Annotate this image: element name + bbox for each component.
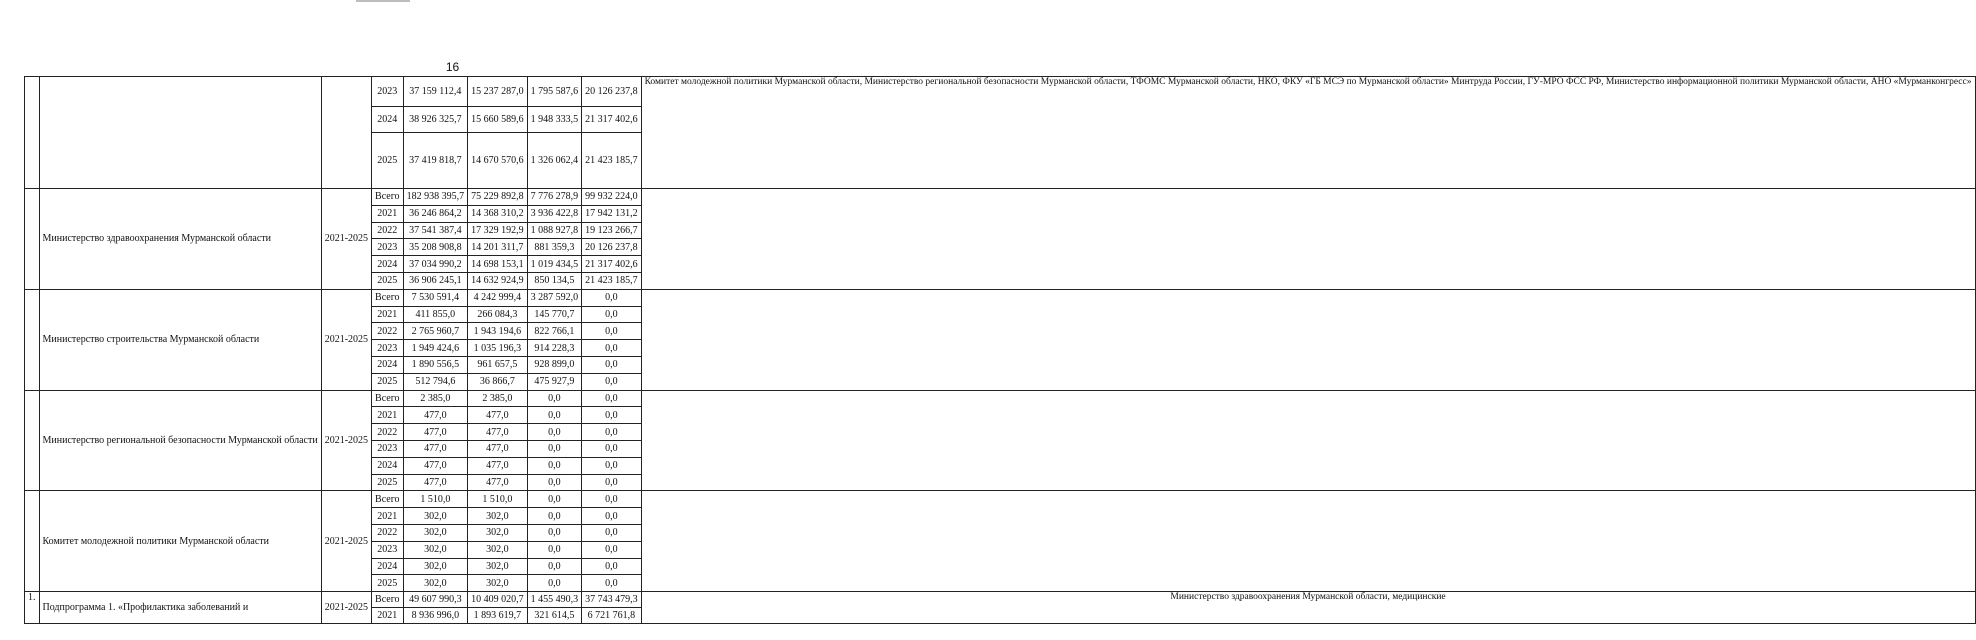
total-amount-cell: 49 607 990,3 [403, 592, 468, 608]
source-1-amount-cell: 14 632 924,9 [468, 272, 528, 289]
source-2-amount-cell: 0,0 [527, 524, 582, 541]
source-3-amount-cell: 0,0 [582, 289, 642, 306]
source-2-amount-cell: 0,0 [527, 474, 582, 491]
source-1-amount-cell: 4 242 999,4 [468, 289, 528, 306]
total-amount-cell: 302,0 [403, 524, 468, 541]
source-3-amount-cell: 0,0 [582, 440, 642, 457]
executors-cell [641, 289, 1975, 390]
total-amount-cell: 477,0 [403, 407, 468, 424]
source-1-amount-cell: 961 657,5 [468, 356, 528, 373]
source-2-amount-cell: 0,0 [527, 424, 582, 441]
total-amount-cell: 37 034 990,2 [403, 256, 468, 273]
total-amount-cell: 38 926 325,7 [403, 107, 468, 133]
source-3-amount-cell: 0,0 [582, 474, 642, 491]
source-1-amount-cell: 477,0 [468, 440, 528, 457]
source-1-amount-cell: 477,0 [468, 424, 528, 441]
total-amount-cell: 35 208 908,8 [403, 239, 468, 256]
year-cell: 2022 [372, 424, 404, 441]
period-cell: 2021-2025 [321, 592, 371, 624]
source-1-amount-cell: 15 660 589,6 [468, 107, 528, 133]
year-cell: 2025 [372, 474, 404, 491]
name-cell [39, 77, 321, 189]
source-3-amount-cell: 0,0 [582, 575, 642, 592]
source-1-amount-cell: 477,0 [468, 457, 528, 474]
period-cell: 2021-2025 [321, 189, 371, 290]
source-3-amount-cell: 0,0 [582, 356, 642, 373]
year-cell: Всего [372, 592, 404, 608]
number-cell [25, 390, 40, 491]
total-amount-cell: 2 765 960,7 [403, 323, 468, 340]
top-scan-mark [356, 0, 410, 2]
year-cell: 2022 [372, 524, 404, 541]
source-1-amount-cell: 302,0 [468, 524, 528, 541]
table-row [25, 77, 1976, 107]
number-cell [25, 491, 40, 592]
year-cell: 2022 [372, 222, 404, 239]
source-1-amount-cell: 302,0 [468, 508, 528, 525]
total-amount-cell: 477,0 [403, 457, 468, 474]
total-amount-cell: 36 246 864,2 [403, 205, 468, 222]
total-amount-cell: 1 890 556,5 [403, 356, 468, 373]
financing-table [24, 76, 1976, 624]
executors-cell: Комитет молодежной политики Мурманской области, Министерство региональной безопасности Мурманской области, ТФОМС Мурманской области, НКО, ФКУ «ГБ МСЭ по Мурманской области» Минтруда России, ГУ-МРО ФСС РФ, Министерство информационной политики Мурманской области, АНО «Мурманконгресс» [641, 77, 1975, 189]
period-cell: 2021-2025 [321, 289, 371, 390]
year-cell: 2021 [372, 306, 404, 323]
source-3-amount-cell: 0,0 [582, 457, 642, 474]
total-amount-cell: 411 855,0 [403, 306, 468, 323]
source-1-amount-cell: 14 698 153,1 [468, 256, 528, 273]
year-cell: 2023 [372, 541, 404, 558]
total-amount-cell: 182 938 395,7 [403, 189, 468, 206]
total-amount-cell: 1 949 424,6 [403, 340, 468, 357]
source-2-amount-cell: 0,0 [527, 407, 582, 424]
source-3-amount-cell: 0,0 [582, 306, 642, 323]
source-2-amount-cell: 881 359,3 [527, 239, 582, 256]
source-3-amount-cell: 0,0 [582, 508, 642, 525]
total-amount-cell: 302,0 [403, 541, 468, 558]
year-cell: 2024 [372, 558, 404, 575]
source-2-amount-cell: 0,0 [527, 575, 582, 592]
source-1-amount-cell: 477,0 [468, 407, 528, 424]
item-number-cell: 1. [25, 592, 40, 624]
table-row [25, 491, 1976, 508]
year-cell: 2025 [372, 575, 404, 592]
total-amount-cell: 302,0 [403, 508, 468, 525]
year-cell: 2024 [372, 256, 404, 273]
year-cell: 2023 [372, 239, 404, 256]
year-cell: 2022 [372, 323, 404, 340]
organization-name-cell: Министерство региональной безопасности Мурманской области [39, 390, 321, 491]
source-1-amount-cell: 302,0 [468, 558, 528, 575]
source-2-amount-cell: 145 770,7 [527, 306, 582, 323]
total-amount-cell: 477,0 [403, 424, 468, 441]
total-amount-cell: 1 510,0 [403, 491, 468, 508]
source-3-amount-cell: 0,0 [582, 340, 642, 357]
total-amount-cell: 36 906 245,1 [403, 272, 468, 289]
source-2-amount-cell: 1 455 490,3 [527, 592, 582, 608]
source-3-amount-cell: 20 126 237,8 [582, 239, 642, 256]
source-3-amount-cell: 0,0 [582, 407, 642, 424]
source-2-amount-cell: 850 134,5 [527, 272, 582, 289]
year-cell: 2021 [372, 608, 404, 624]
source-3-amount-cell: 20 126 237,8 [582, 77, 642, 107]
source-1-amount-cell: 75 229 892,8 [468, 189, 528, 206]
source-3-amount-cell: 21 317 402,6 [582, 256, 642, 273]
number-cell [25, 289, 40, 390]
year-cell: 2024 [372, 356, 404, 373]
executors-cell [641, 491, 1975, 592]
total-amount-cell: 477,0 [403, 474, 468, 491]
source-2-amount-cell: 0,0 [527, 508, 582, 525]
source-2-amount-cell: 1 019 434,5 [527, 256, 582, 273]
source-2-amount-cell: 0,0 [527, 390, 582, 407]
source-1-amount-cell: 1 943 194,6 [468, 323, 528, 340]
organization-name-cell: Министерство строительства Мурманской области [39, 289, 321, 390]
total-amount-cell: 37 541 387,4 [403, 222, 468, 239]
source-3-amount-cell: 19 123 266,7 [582, 222, 642, 239]
source-1-amount-cell: 10 409 020,7 [468, 592, 528, 608]
total-amount-cell: 512 794,6 [403, 373, 468, 390]
source-3-amount-cell: 0,0 [582, 424, 642, 441]
year-cell: 2025 [372, 373, 404, 390]
year-cell: 2025 [372, 133, 404, 189]
source-3-amount-cell: 17 942 131,2 [582, 205, 642, 222]
total-amount-cell: 7 530 591,4 [403, 289, 468, 306]
page-number: 16 [445, 60, 460, 74]
total-amount-cell: 2 385,0 [403, 390, 468, 407]
source-2-amount-cell: 822 766,1 [527, 323, 582, 340]
total-amount-cell: 37 419 818,7 [403, 133, 468, 189]
source-2-amount-cell: 914 228,3 [527, 340, 582, 357]
year-cell: 2024 [372, 457, 404, 474]
source-3-amount-cell: 0,0 [582, 491, 642, 508]
source-2-amount-cell: 0,0 [527, 440, 582, 457]
source-3-amount-cell: 0,0 [582, 541, 642, 558]
total-amount-cell: 37 159 112,4 [403, 77, 468, 107]
source-2-amount-cell: 1 948 333,5 [527, 107, 582, 133]
year-cell: Всего [372, 289, 404, 306]
source-2-amount-cell: 0,0 [527, 558, 582, 575]
source-1-amount-cell: 1 510,0 [468, 491, 528, 508]
source-1-amount-cell: 266 084,3 [468, 306, 528, 323]
source-3-amount-cell: 21 423 185,7 [582, 133, 642, 189]
total-amount-cell: 8 936 996,0 [403, 608, 468, 624]
year-cell: Всего [372, 491, 404, 508]
subprogram-name-cell: Подпрограмма 1. «Профилактика заболеваний и [39, 592, 321, 624]
source-1-amount-cell: 2 385,0 [468, 390, 528, 407]
source-1-amount-cell: 1 035 196,3 [468, 340, 528, 357]
source-3-amount-cell: 0,0 [582, 373, 642, 390]
year-cell: 2023 [372, 77, 404, 107]
year-cell: Всего [372, 189, 404, 206]
source-3-amount-cell: 6 721 761,8 [582, 608, 642, 624]
source-1-amount-cell: 14 201 311,7 [468, 239, 528, 256]
year-cell: Всего [372, 390, 404, 407]
year-cell: 2024 [372, 107, 404, 133]
organization-name-cell: Министерство здравоохранения Мурманской области [39, 189, 321, 290]
source-2-amount-cell: 0,0 [527, 457, 582, 474]
source-2-amount-cell: 0,0 [527, 491, 582, 508]
number-cell [25, 77, 40, 189]
source-2-amount-cell: 0,0 [527, 541, 582, 558]
source-3-amount-cell: 0,0 [582, 390, 642, 407]
source-3-amount-cell: 0,0 [582, 558, 642, 575]
source-3-amount-cell: 0,0 [582, 323, 642, 340]
source-3-amount-cell: 99 932 224,0 [582, 189, 642, 206]
source-2-amount-cell: 1 326 062,4 [527, 133, 582, 189]
total-amount-cell: 477,0 [403, 440, 468, 457]
total-amount-cell: 302,0 [403, 575, 468, 592]
source-1-amount-cell: 1 893 619,7 [468, 608, 528, 624]
executors-cell: Министерство здравоохранения Мурманской области, медицинские [641, 592, 1975, 624]
period-cell [321, 77, 371, 189]
number-cell [25, 189, 40, 290]
source-2-amount-cell: 3 936 422,8 [527, 205, 582, 222]
source-3-amount-cell: 37 743 479,3 [582, 592, 642, 608]
source-1-amount-cell: 302,0 [468, 541, 528, 558]
source-1-amount-cell: 14 368 310,2 [468, 205, 528, 222]
source-1-amount-cell: 302,0 [468, 575, 528, 592]
table-row [25, 289, 1976, 306]
executors-cell [641, 189, 1975, 290]
source-2-amount-cell: 7 776 278,9 [527, 189, 582, 206]
table-row [25, 592, 1976, 608]
source-1-amount-cell: 36 866,7 [468, 373, 528, 390]
source-2-amount-cell: 321 614,5 [527, 608, 582, 624]
source-2-amount-cell: 928 899,0 [527, 356, 582, 373]
source-3-amount-cell: 0,0 [582, 524, 642, 541]
table-row [25, 189, 1976, 206]
source-2-amount-cell: 1 088 927,8 [527, 222, 582, 239]
period-cell: 2021-2025 [321, 390, 371, 491]
period-cell: 2021-2025 [321, 491, 371, 592]
total-amount-cell: 302,0 [403, 558, 468, 575]
year-cell: 2023 [372, 340, 404, 357]
year-cell: 2021 [372, 205, 404, 222]
executors-cell [641, 390, 1975, 491]
source-3-amount-cell: 21 423 185,7 [582, 272, 642, 289]
year-cell: 2023 [372, 440, 404, 457]
table-row [25, 390, 1976, 407]
source-3-amount-cell: 21 317 402,6 [582, 107, 642, 133]
source-1-amount-cell: 477,0 [468, 474, 528, 491]
source-2-amount-cell: 1 795 587,6 [527, 77, 582, 107]
organization-name-cell: Комитет молодежной политики Мурманской области [39, 491, 321, 592]
year-cell: 2021 [372, 508, 404, 525]
year-cell: 2025 [372, 272, 404, 289]
source-2-amount-cell: 475 927,9 [527, 373, 582, 390]
year-cell: 2021 [372, 407, 404, 424]
source-1-amount-cell: 17 329 192,9 [468, 222, 528, 239]
source-1-amount-cell: 14 670 570,6 [468, 133, 528, 189]
source-1-amount-cell: 15 237 287,0 [468, 77, 528, 107]
source-2-amount-cell: 3 287 592,0 [527, 289, 582, 306]
